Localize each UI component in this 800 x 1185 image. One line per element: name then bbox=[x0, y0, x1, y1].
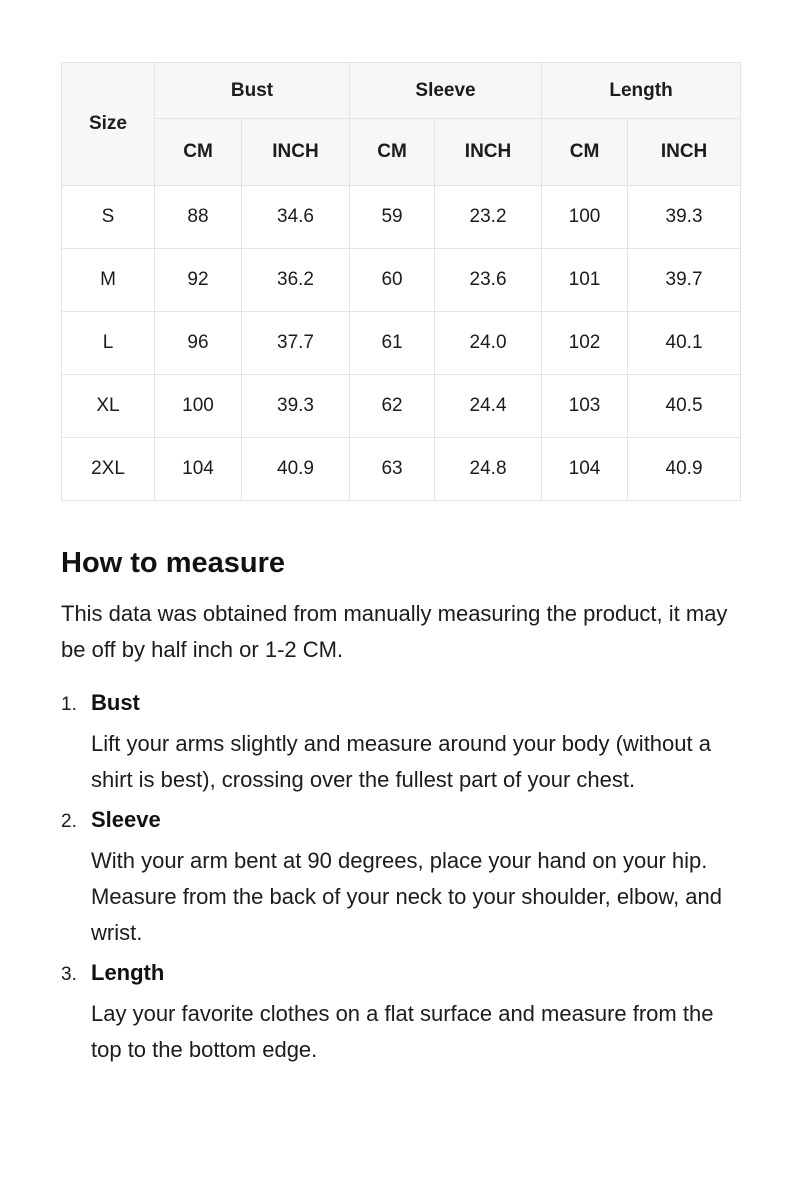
step-title: Sleeve bbox=[91, 807, 161, 832]
value-cell: 104 bbox=[542, 438, 628, 501]
value-cell: 96 bbox=[155, 312, 242, 375]
how-to-measure-intro: This data was obtained from manually measuring the product, it may be off by half inch or 1-2 CM. bbox=[61, 601, 728, 662]
value-cell: 104 bbox=[155, 438, 242, 501]
step-number: 3. bbox=[61, 964, 77, 985]
size-cell: S bbox=[62, 186, 155, 249]
unit-header-bust-inch: INCH bbox=[242, 119, 350, 186]
size-cell: XL bbox=[62, 375, 155, 438]
step-header bbox=[61, 807, 742, 833]
value-cell: 102 bbox=[542, 312, 628, 375]
step-description: With your arm bent at 90 degrees, place your hand on your hip. Measure from the back of your neck to your shoulder, elbow, and wrist. bbox=[91, 848, 723, 945]
value-cell: 40.9 bbox=[628, 438, 741, 501]
measure-step-bust bbox=[61, 690, 742, 798]
how-to-measure-heading: How to measure bbox=[61, 547, 285, 579]
step-description: Lay your favorite clothes on a flat surface and measure from the top to the bottom edge. bbox=[91, 1001, 714, 1062]
table-row bbox=[62, 312, 741, 375]
table-row bbox=[62, 186, 741, 249]
value-cell: 39.3 bbox=[628, 186, 741, 249]
table-unit-header-row bbox=[62, 119, 741, 186]
value-cell: 36.2 bbox=[242, 249, 350, 312]
value-cell: 23.2 bbox=[435, 186, 542, 249]
value-cell: 39.7 bbox=[628, 249, 741, 312]
table-row bbox=[62, 249, 741, 312]
table-row bbox=[62, 375, 741, 438]
value-cell: 100 bbox=[155, 375, 242, 438]
value-cell: 24.8 bbox=[435, 438, 542, 501]
step-title: Length bbox=[91, 960, 165, 985]
value-cell: 24.0 bbox=[435, 312, 542, 375]
table-group-header-row bbox=[62, 63, 741, 119]
step-header bbox=[61, 960, 742, 986]
unit-header-bust-cm: CM bbox=[155, 119, 242, 186]
value-cell: 40.1 bbox=[628, 312, 741, 375]
size-chart-table bbox=[61, 62, 741, 501]
value-cell: 34.6 bbox=[242, 186, 350, 249]
value-cell: 62 bbox=[350, 375, 435, 438]
value-cell: 59 bbox=[350, 186, 435, 249]
column-header-sleeve: Sleeve bbox=[350, 63, 542, 119]
step-title: Bust bbox=[91, 690, 140, 715]
size-cell: M bbox=[62, 249, 155, 312]
value-cell: 101 bbox=[542, 249, 628, 312]
value-cell: 100 bbox=[542, 186, 628, 249]
column-header-length: Length bbox=[542, 63, 741, 119]
value-cell: 39.3 bbox=[242, 375, 350, 438]
value-cell: 23.6 bbox=[435, 249, 542, 312]
value-cell: 37.7 bbox=[242, 312, 350, 375]
unit-header-sleeve-cm: CM bbox=[350, 119, 435, 186]
value-cell: 40.9 bbox=[242, 438, 350, 501]
step-number: 1. bbox=[61, 694, 77, 715]
value-cell: 40.5 bbox=[628, 375, 741, 438]
measure-step-sleeve bbox=[61, 807, 742, 951]
unit-header-length-cm: CM bbox=[542, 119, 628, 186]
value-cell: 63 bbox=[350, 438, 435, 501]
value-cell: 103 bbox=[542, 375, 628, 438]
value-cell: 24.4 bbox=[435, 375, 542, 438]
measure-step-length bbox=[61, 960, 742, 1068]
size-cell: L bbox=[62, 312, 155, 375]
step-header bbox=[61, 690, 742, 716]
column-header-bust: Bust bbox=[155, 63, 350, 119]
unit-header-length-inch: INCH bbox=[628, 119, 741, 186]
value-cell: 61 bbox=[350, 312, 435, 375]
value-cell: 60 bbox=[350, 249, 435, 312]
step-number: 2. bbox=[61, 811, 77, 832]
size-cell: 2XL bbox=[62, 438, 155, 501]
step-description: Lift your arms slightly and measure around your body (without a shirt is best), crossing over the fullest part of your chest. bbox=[91, 731, 711, 792]
value-cell: 92 bbox=[155, 249, 242, 312]
measure-steps-list bbox=[61, 690, 742, 1068]
column-header-size: Size bbox=[62, 63, 155, 186]
value-cell: 88 bbox=[155, 186, 242, 249]
table-row bbox=[62, 438, 741, 501]
unit-header-sleeve-inch: INCH bbox=[435, 119, 542, 186]
